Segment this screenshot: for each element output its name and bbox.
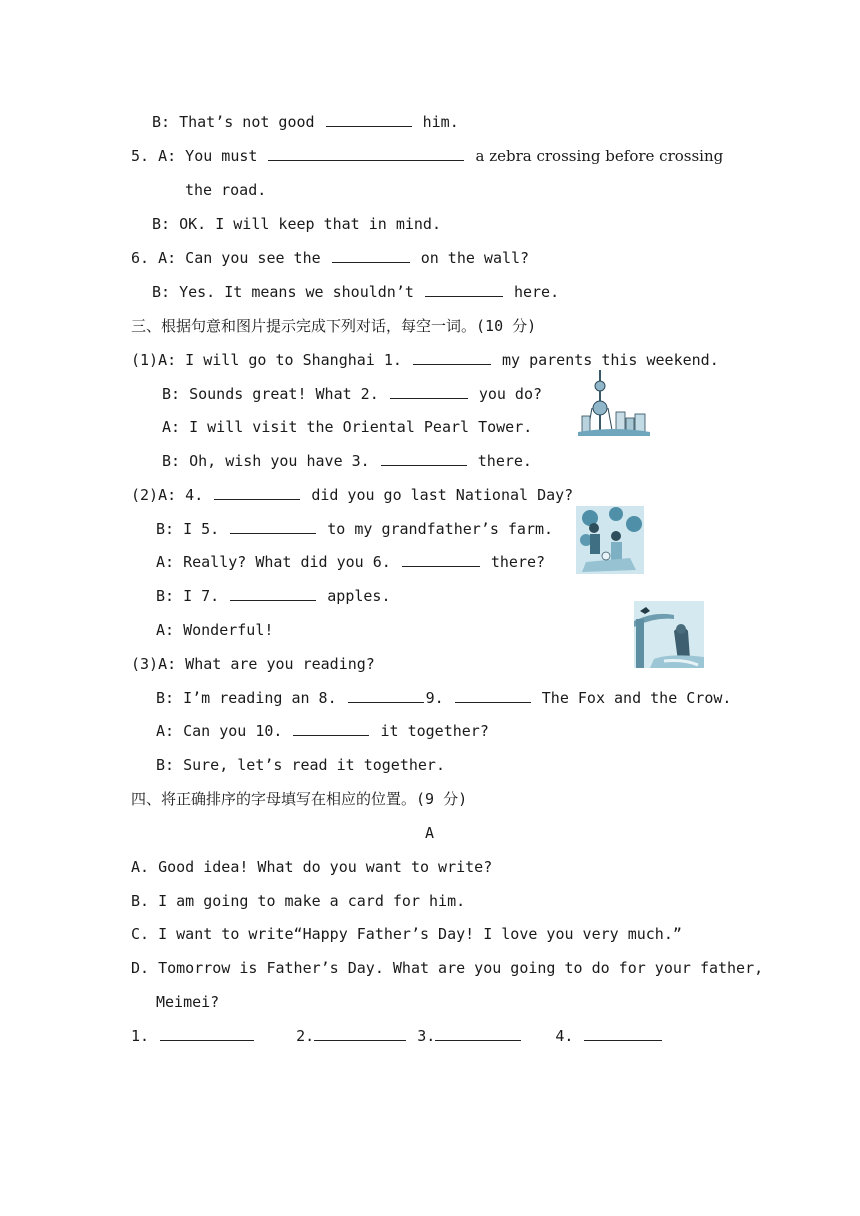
dialog-text: apples.	[327, 587, 391, 605]
dialog-text: (2)A: 4.	[131, 486, 204, 504]
answer-blank[interactable]	[402, 552, 480, 567]
dialog2-line5: A: Wonderful!	[156, 621, 274, 639]
dialog-text: (1)A: I will go to Shanghai 1.	[131, 351, 402, 369]
answer-blank[interactable]	[326, 112, 412, 127]
fox-and-crow-picture	[634, 601, 704, 668]
answer-blank[interactable]	[293, 721, 369, 736]
answer-row	[131, 1026, 664, 1046]
dialog-text: there?	[490, 553, 546, 571]
dialog-text: it together?	[380, 722, 489, 740]
dialog2-line4	[156, 586, 391, 606]
answer-number: 3.	[417, 1027, 436, 1045]
q6-pre: 6. A: Can you see the	[131, 249, 321, 267]
dialog2-line2	[156, 519, 553, 539]
dialog-text: my parents this weekend.	[502, 351, 719, 369]
q6-post: on the wall?	[420, 249, 530, 267]
dialog-text: B: Sounds great! What 2.	[162, 385, 379, 403]
dialog-text: you do?	[478, 385, 543, 403]
dialog-text: 9.	[425, 689, 444, 707]
q4-b-line	[152, 112, 459, 132]
answer-blank[interactable]	[230, 519, 316, 534]
answer-blank[interactable]	[435, 1026, 521, 1041]
q5-num: 5. A: You must	[131, 147, 258, 165]
option-c: C. I want to write“Happy Father’s Day! I love you very much.”	[131, 925, 682, 943]
q4-b-post: him.	[422, 113, 459, 131]
dialog3-line4: B: Sure, let’s read it together.	[156, 756, 445, 774]
option-d-cont: Meimei?	[156, 993, 220, 1011]
q6-b-pre: B: Yes. It means we shouldn’t	[152, 283, 414, 301]
answer-blank[interactable]	[214, 485, 300, 500]
answer-blank[interactable]	[584, 1026, 662, 1041]
option-b: B. I am going to make a card for him.	[131, 892, 466, 910]
q5-cont: the road.	[185, 181, 267, 199]
dialog-text: B: I 7.	[156, 587, 220, 605]
farm-picking-picture	[576, 506, 644, 574]
q6-line	[131, 248, 529, 268]
dialog2-line1	[131, 485, 573, 505]
dialog-text: B: I’m reading an 8.	[156, 689, 337, 707]
answer-blank[interactable]	[332, 248, 410, 263]
q6-b-post: here.	[513, 283, 560, 301]
q5-line	[131, 146, 723, 166]
shanghai-skyline-picture	[578, 368, 650, 436]
answer-blank[interactable]	[314, 1026, 406, 1041]
dialog1-line2	[162, 384, 542, 404]
dialog3-line1: (3)A: What are you reading?	[131, 655, 375, 673]
answer-blank[interactable]	[425, 282, 503, 297]
section-4-heading: 四、将正确排序的字母填写在相应的位置。(9 分)	[131, 790, 468, 808]
answer-number: 1.	[131, 1027, 150, 1045]
dialog3-line2	[156, 688, 731, 708]
option-d: D. Tomorrow is Father’s Day. What are you going to do for your father,	[131, 959, 764, 977]
answer-blank[interactable]	[230, 586, 316, 601]
dialog-text: A: Can you 10.	[156, 722, 283, 740]
answer-blank[interactable]	[381, 451, 467, 466]
dialog3-line3	[156, 721, 489, 741]
q6-b-line	[152, 282, 559, 302]
answer-blank[interactable]	[268, 146, 464, 161]
dialog-text: The Fox and the Crow.	[541, 689, 732, 707]
q5-post: a zebra crossing before crossing	[475, 147, 724, 165]
dialog-text: A: Really? What did you 6.	[156, 553, 391, 571]
answer-blank[interactable]	[390, 384, 468, 399]
answer-number: 2.	[296, 1027, 315, 1045]
answer-blank[interactable]	[413, 350, 491, 365]
dialog1-line1	[131, 350, 719, 370]
answer-blank[interactable]	[455, 688, 531, 703]
dialog1-line4	[162, 451, 532, 471]
dialog-text: to my grandfather’s farm.	[327, 520, 554, 538]
dialog-text: B: I 5.	[156, 520, 220, 538]
dialog2-line3	[156, 552, 545, 572]
dialog-text: did you go last National Day?	[311, 486, 574, 504]
option-a: A. Good idea! What do you want to write?	[131, 858, 493, 876]
dialog-text: B: Oh, wish you have 3.	[162, 452, 370, 470]
dialog1-line3: A: I will visit the Oriental Pearl Tower.	[162, 418, 533, 436]
answer-blank[interactable]	[160, 1026, 254, 1041]
answer-number: 4.	[555, 1027, 574, 1045]
dialog-text: there.	[477, 452, 532, 470]
q4-b-pre: B: That’s not good	[152, 113, 315, 131]
section-3-heading: 三、根据句意和图片提示完成下列对话，每空一词。(10 分)	[131, 317, 537, 335]
q5-b-line: B: OK. I will keep that in mind.	[152, 215, 441, 233]
answer-blank[interactable]	[348, 688, 424, 703]
part-a-label: A	[425, 824, 435, 842]
